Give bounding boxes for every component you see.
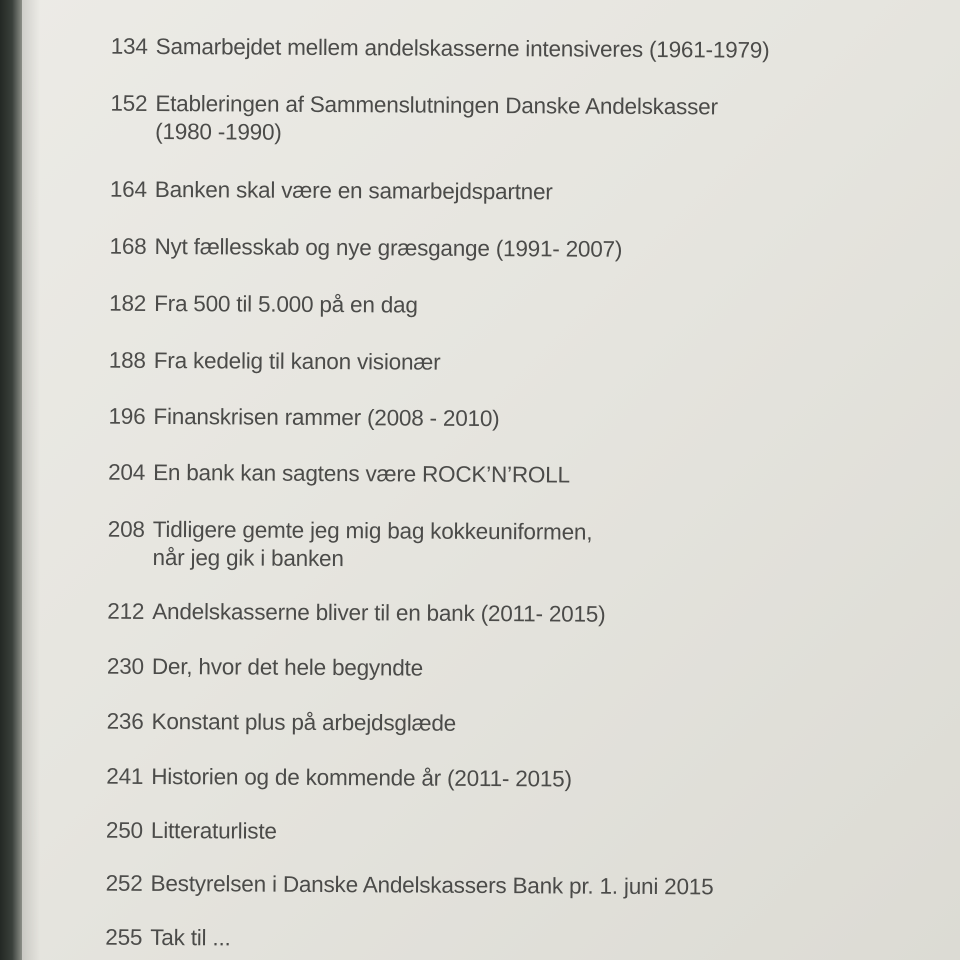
toc-entry-title: Etableringen af Sammenslutningen Danske Andelskasser (1980 -1990) xyxy=(155,90,718,145)
toc-page-number: 241 xyxy=(106,763,144,789)
toc-entry xyxy=(83,459,903,492)
toc-entry xyxy=(82,653,902,686)
toc-page-number: 134 xyxy=(110,33,148,59)
toc-entry xyxy=(82,598,902,631)
toc-entry-title: Nyt fællesskab og nye græsgange (1991- 2007) xyxy=(154,233,623,262)
toc-page-number: 188 xyxy=(108,347,146,373)
toc-page-number: 236 xyxy=(106,708,144,734)
toc-entry xyxy=(83,516,903,577)
toc-page-number: 164 xyxy=(109,176,147,202)
toc-page-number: 230 xyxy=(106,653,145,679)
toc-entry xyxy=(81,817,901,850)
toc-entry-title: Andelskasserne bliver til en bank (2011- 2015) xyxy=(152,598,606,627)
toc-entry-title: Historien og de kommende år (2011- 2015) xyxy=(151,763,572,792)
toc-entry-title: Litteraturliste xyxy=(150,817,277,844)
toc-entry-title: Banken skal være en samarbejdspartner xyxy=(154,176,553,205)
toc-page-number: 152 xyxy=(110,90,148,116)
toc-entry xyxy=(86,33,906,66)
toc-entry-title: Konstant plus på arbejdsglæde xyxy=(151,708,457,736)
toc-entry-title: Samarbejdet mellem andelskasserne intensiveres (1961-1979) xyxy=(155,33,770,63)
toc-page-number: 250 xyxy=(105,817,144,843)
toc-page-number: 204 xyxy=(108,459,146,485)
toc-entry-title: Fra kedelig til kanon visionær xyxy=(153,347,441,375)
toc-page-number: 208 xyxy=(107,516,145,542)
toc-entry xyxy=(84,290,904,323)
toc-entry-title: Tak til ... xyxy=(150,924,231,951)
toc-page-number: 196 xyxy=(108,403,146,429)
toc-entry-title: Der, hvor det hele begyndte xyxy=(151,653,424,681)
toc-page-number: 255 xyxy=(105,924,143,950)
toc-entry-title: Finanskrisen rammer (2008 - 2010) xyxy=(153,403,500,432)
toc-entry-title: Tidligere gemte jeg mig bag kokkeuniformen, når jeg gik i banken xyxy=(152,516,593,572)
toc-entry xyxy=(84,233,904,266)
toc-entry xyxy=(81,870,901,903)
toc-entry xyxy=(81,763,901,796)
toc-entry xyxy=(85,176,905,209)
toc-page-number: 252 xyxy=(105,870,143,896)
toc-page-number: 182 xyxy=(109,290,147,316)
toc-entry-title: Bestyrelsen i Danske Andelskassers Bank pr. 1. juni 2015 xyxy=(150,870,714,900)
toc-entry xyxy=(85,90,905,151)
toc-page-number: 212 xyxy=(107,598,145,624)
toc-entry xyxy=(82,708,902,741)
toc-entry-title: Fra 500 til 5.000 på en dag xyxy=(154,290,418,318)
toc-entry-title: En bank kan sagtens være ROCK’N’ROLL xyxy=(153,459,570,488)
toc-entry xyxy=(83,403,903,436)
toc-entry xyxy=(80,924,900,957)
toc-entry xyxy=(84,347,904,380)
toc-page-number: 168 xyxy=(109,233,147,259)
